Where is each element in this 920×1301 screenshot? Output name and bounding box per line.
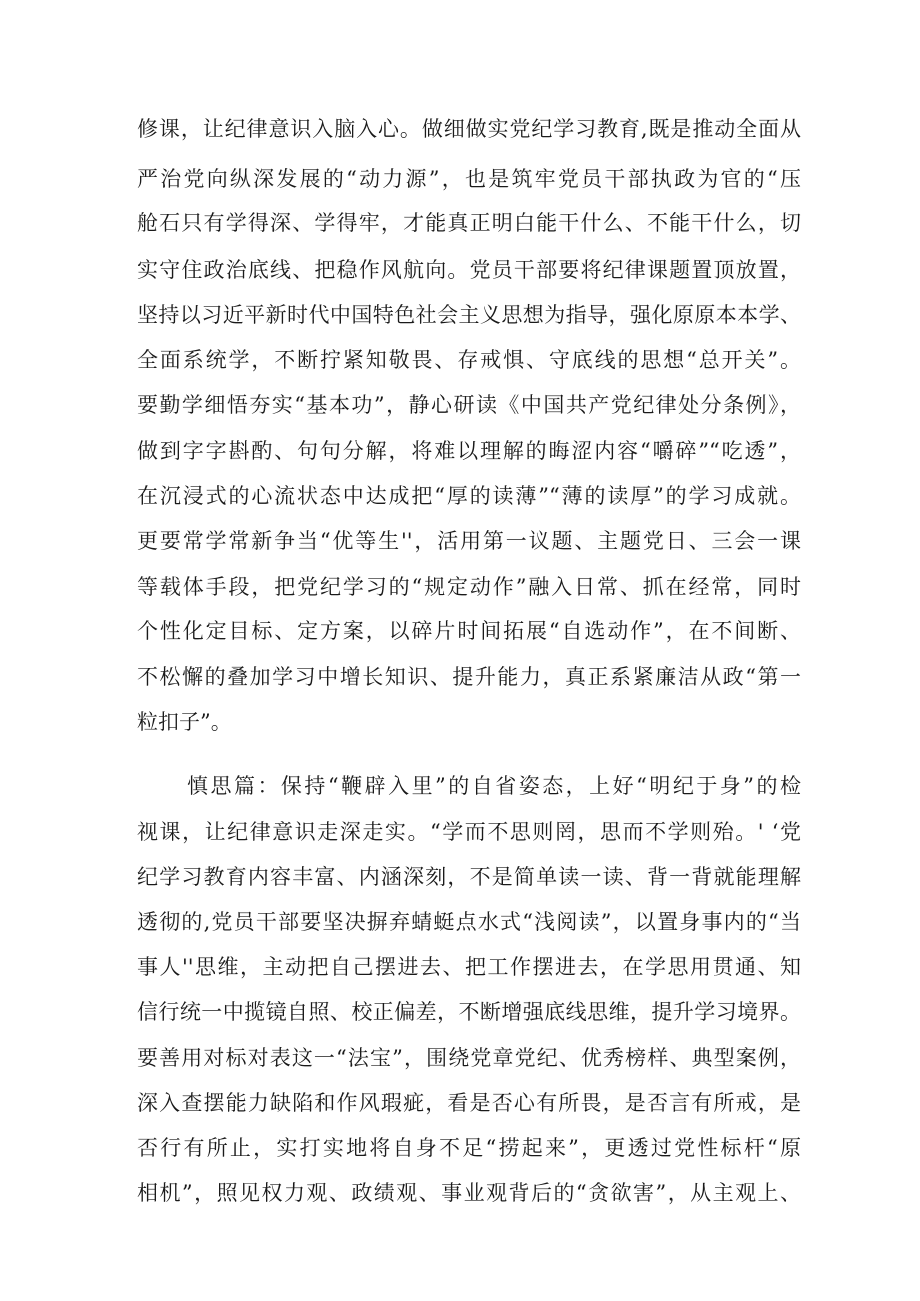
text-line: 深入查摆能力缺陷和作风瑕疵，看是否心有所畏，是否言有所戒，是 [137,1091,801,1115]
text-line: 全面系统学，不断拧紧知敬畏、存戒惧、守底线的思想“总开关”。 [137,348,801,372]
text-line: 等载体手段，把党纪学习的“规定动作”融入日常、抓在经常，同时 [137,575,801,599]
text-line: 视课，让纪律意识走深走实。“学而不思则罔，思而不学则殆。' ‘党 [137,820,801,844]
text-line: 严治党向纵深发展的“动力源”，也是筑牢党员干部执政为官的“压 [137,167,801,191]
text-line: 否行有所止，实打实地将自身不足“捞起来”，更透过党性标杆“原 [137,1136,801,1160]
text-line: 实守住政治底线、把稳作风航向。党员干部要将纪律课题置顶放置， [137,258,801,282]
text-line: 慎思篇：保持“鞭辟入里”的自省姿态，上好“明纪于身”的检 [187,774,801,798]
text-line: 坚持以习近平新时代中国特色社会主义思想为指导，强化原原本本学、 [137,303,801,327]
text-line: 信行统一中揽镜自照、校正偏差，不断增强底线思维，提升学习境界。 [137,1000,801,1024]
text-line: 透彻的,党员干部要坚决摒弃蜻蜓点水式“浅阅读”，以置身事内的“当 [137,910,801,934]
text-line: 要勤学细悟夯实“基本功”，静心研读《中国共产党纪律处分条例》， [137,393,801,417]
text-line: 纪学习教育内容丰富、内涵深刻，不是简单读一读、背一背就能理解 [137,865,801,889]
text-line: 要善用对标对表这一“法宝”，围绕党章党纪、优秀榜样、典型案例， [137,1046,801,1070]
text-line: 在沉浸式的心流状态中达成把“厚的读薄”“薄的读厚”的学习成就。 [137,484,801,508]
text-line: 粒扣子”。 [137,710,232,734]
text-line: 做到字字斟酌、句句分解，将难以理解的晦涩内容“嚼碎”“吃透”， [137,439,801,463]
text-line: 事人''思维，主动把自己摆进去、把工作摆进去，在学思用贯通、知 [137,955,801,979]
text-line: 修课，让纪律意识入脑入心。做细做实党纪学习教育,既是推动全面从 [137,117,801,141]
text-line: 更要常学常新争当“优等生''，活用第一议题、主题党日、三会一课 [137,529,801,553]
text-line: 不松懈的叠加学习中增长知识、提升能力，真正系紧廉洁从政“第一 [137,665,801,689]
text-line: 舱石只有学得深、学得牢，才能真正明白能干什么、不能干什么，切 [137,211,801,235]
text-line: 相机”，照见权力观、政绩观、事业观背后的“贪欲害”，从主观上、 [137,1181,801,1205]
text-line: 个性化定目标、定方案，以碎片时间拓展“自选动作”，在不间断、 [137,619,801,643]
